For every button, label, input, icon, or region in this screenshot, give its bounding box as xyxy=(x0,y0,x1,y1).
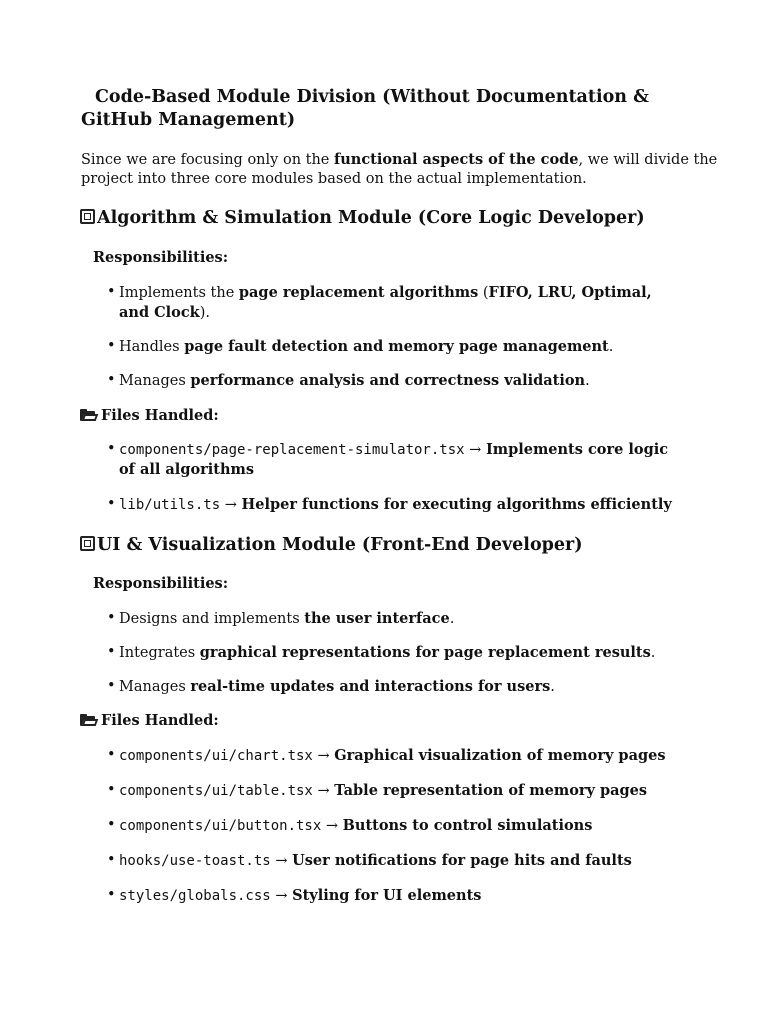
section-heading-algorithm: Algorithm & Simulation Module (Core Logic Developer) xyxy=(80,207,740,229)
open-folder-icon xyxy=(80,409,97,421)
list-item: • components/page-replacement-simulator.tsx → Implements core logic of all algorithms xyxy=(107,441,669,478)
list-item: • Designs and implements the user interface. xyxy=(107,610,455,627)
responsibilities-label: Responsibilities: xyxy=(93,575,229,592)
list-item: • components/ui/table.tsx → Table representation of memory pages xyxy=(107,782,648,799)
list-item: • Integrates graphical representations for page replacement results. xyxy=(107,644,656,661)
keycap-2-icon xyxy=(80,536,95,551)
responsibilities-label: Responsibilities: xyxy=(93,249,229,266)
list-item: • lib/utils.ts → Helper functions for executing algorithms efficiently xyxy=(107,496,672,513)
list-item: • Manages performance analysis and correctness validation. xyxy=(107,372,590,389)
list-item: • Implements the page replacement algorithms (FIFO, LRU, Optimal, and Clock). xyxy=(107,284,652,321)
document-title: Code-Based Module Division (Without Documentation & GitHub Management) xyxy=(81,87,649,130)
list-item: • styles/globals.css → Styling for UI elements xyxy=(107,887,482,904)
list-item: • components/ui/chart.tsx → Graphical visualization of memory pages xyxy=(107,747,666,764)
intro-paragraph: Since we are focusing only on the functional aspects of the code, we will divide the project into three core modules based on the actual implementation. xyxy=(81,151,718,187)
list-item: • Manages real-time updates and interactions for users. xyxy=(107,678,555,695)
files-handled-label: Files Handled: xyxy=(80,711,219,730)
list-item: • Handles page fault detection and memory page management. xyxy=(107,338,614,355)
section-heading-ui: UI & Visualization Module (Front-End Developer) xyxy=(80,534,740,556)
list-item: • hooks/use-toast.ts → User notifications for page hits and faults xyxy=(107,852,632,869)
list-item: • components/ui/button.tsx → Buttons to control simulations xyxy=(107,817,593,834)
keycap-1-icon xyxy=(80,209,95,224)
files-handled-label: Files Handled: xyxy=(80,406,219,425)
open-folder-icon xyxy=(80,714,97,726)
